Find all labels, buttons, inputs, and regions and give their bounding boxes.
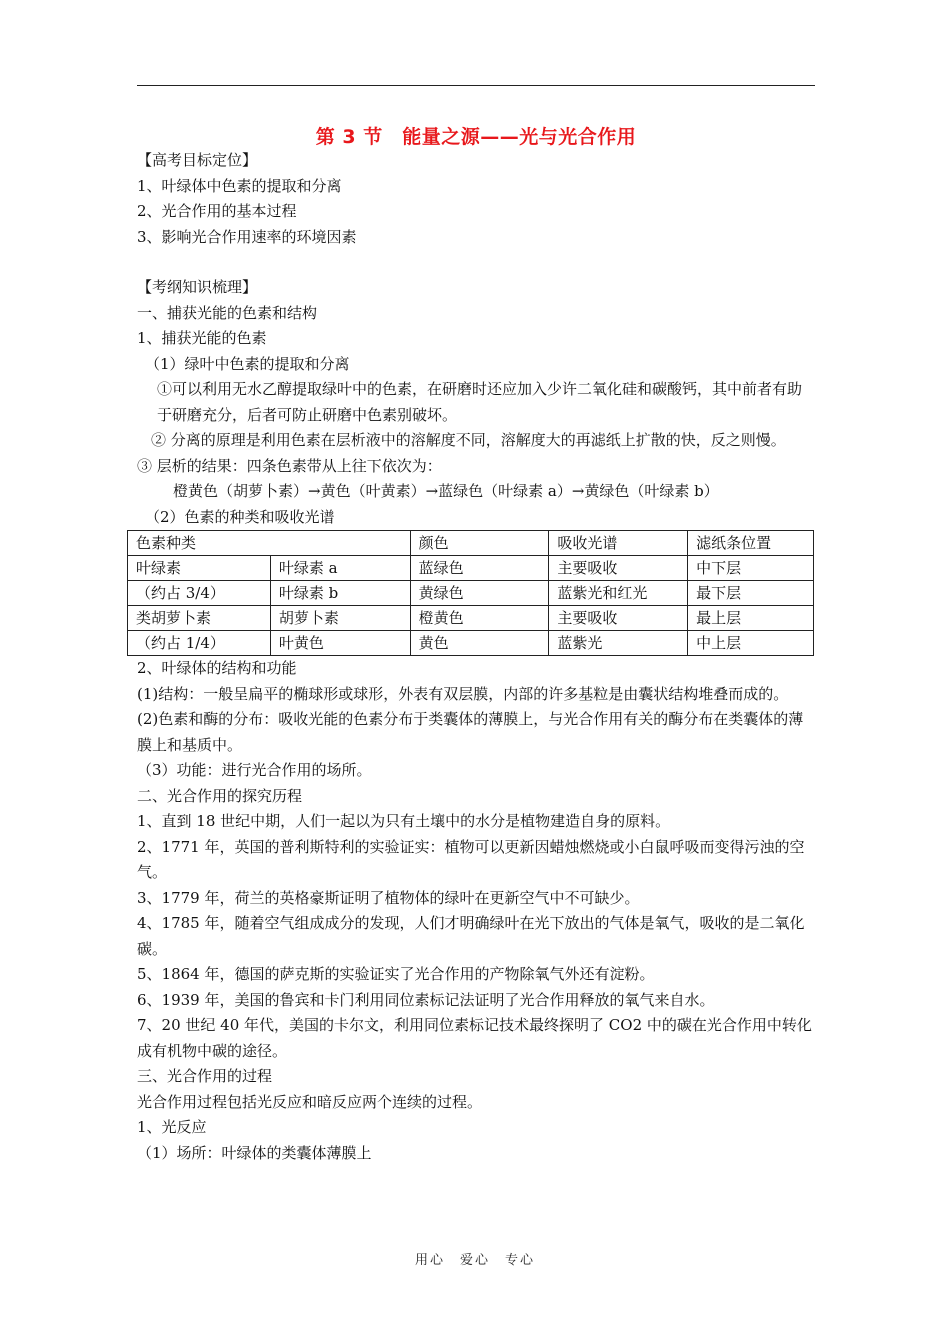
table-cell: 黄色 xyxy=(410,631,549,656)
table-cell: 最上层 xyxy=(688,606,814,631)
history-item: 4、1785 年，随着空气组成成分的发现，人们才明确绿叶在光下放出的气体是氧气，吸收的是二氧化碳。 xyxy=(137,914,805,958)
table-cell: 黄绿色 xyxy=(410,581,549,606)
heading-level3: （1）绿叶中色素的提取和分离 xyxy=(145,354,350,373)
history-item: 3、1779 年，荷兰的英格豪斯证明了植物体的绿叶在更新空气中不可缺少。 xyxy=(137,888,640,907)
page-footer: 用心 爱心 专心 xyxy=(414,1253,535,1268)
table-cell: 中下层 xyxy=(688,556,814,581)
section-title: 第 3 节 能量之源——光与光合作用 xyxy=(315,126,637,148)
paragraph: ② 分离的原理是利用色素在层析液中的溶解度不同，溶解度大的再滤纸上扩散的快，反之则慢。 xyxy=(151,431,786,449)
table-row xyxy=(128,556,814,581)
table-header: 色素种类 xyxy=(128,531,411,556)
table-cell: 叶绿素 b xyxy=(270,581,410,606)
table-cell: 蓝绿色 xyxy=(410,556,549,581)
heading-level2: 2、叶绿体的结构和功能 xyxy=(137,659,297,677)
goal-item: 1、叶绿体中色素的提取和分离 xyxy=(137,176,342,195)
paragraph: (2)色素和酶的分布：吸收光能的色素分布于类囊体的薄膜上，与光合作用有关的酶分布在类囊体的薄膜上和基质中。 xyxy=(137,710,804,754)
goal-item: 2、光合作用的基本过程 xyxy=(137,202,297,220)
history-item: 5、1864 年，德国的萨克斯的实验证实了光合作用的产物除氧气外还有淀粉。 xyxy=(137,965,655,983)
table-row xyxy=(128,581,814,606)
table-cell: 类胡萝卜素 xyxy=(128,606,271,631)
header-rule xyxy=(137,85,815,86)
outline-heading: 【考纲知识梳理】 xyxy=(137,278,258,296)
paragraph: ③ 层析的结果：四条色素带从上往下依次为： xyxy=(137,456,442,475)
heading-level2: 1、光反应 xyxy=(137,1118,207,1136)
pigment-order: 橙黄色（胡萝卜素）→黄色（叶黄素）→蓝绿色（叶绿素 a）→黄绿色（叶绿素 b） xyxy=(173,482,719,500)
history-item: 7、20 世纪 40 年代，美国的卡尔文，利用同位素标记技术最终探明了 CO2 中的碳在光合作用中转化成有机物中碳的途径。 xyxy=(137,1016,812,1060)
goal-item: 3、影响光合作用速率的环境因素 xyxy=(137,227,357,246)
table-cell: 最下层 xyxy=(688,581,814,606)
table-cell: 蓝紫光 xyxy=(549,631,688,656)
table-cell: 主要吸收 xyxy=(549,556,688,581)
paragraph: 光合作用过程包括光反应和暗反应两个连续的过程。 xyxy=(137,1092,483,1111)
history-item: 6、1939 年，美国的鲁宾和卡门利用同位素标记法证明了光合作用释放的氧气来自水。 xyxy=(137,990,715,1009)
goals-heading: 【高考目标定位】 xyxy=(137,151,258,169)
heading-level1: 二、光合作用的探究历程 xyxy=(137,786,303,805)
table-cell: 叶绿素 xyxy=(128,556,271,581)
table-cell: 蓝紫光和红光 xyxy=(549,581,688,606)
table-cell: 叶黄色 xyxy=(270,631,410,656)
table-header-row xyxy=(128,531,814,556)
table-cell: 胡萝卜素 xyxy=(270,606,410,631)
table-cell: 橙黄色 xyxy=(410,606,549,631)
table-header: 颜色 xyxy=(410,531,549,556)
spacer xyxy=(137,250,815,275)
table-cell: （约占 1/4） xyxy=(128,631,271,656)
history-item: 2、1771 年，英国的普利斯特利的实验证实：植物可以更新因蜡烛燃烧或小白鼠呼吸而变得污浊的空气。 xyxy=(137,837,805,881)
history-item: 1、直到 18 世纪中期，人们一起以为只有土壤中的水分是植物建造自身的原料。 xyxy=(137,812,671,830)
heading-level2: 1、捕获光能的色素 xyxy=(137,329,267,347)
paragraph: ①可以利用无水乙醇提取绿叶中的色素，在研磨时还应加入少许二氧化硅和碳酸钙，其中前者有助于研磨充分，后者可防止研磨中色素别破坏。 xyxy=(157,380,803,424)
table-cell: 叶绿素 a xyxy=(270,556,410,581)
table-header: 吸收光谱 xyxy=(549,531,688,556)
heading-level3: （2）色素的种类和吸收光谱 xyxy=(145,507,335,526)
document-body xyxy=(137,148,815,1166)
heading-level1: 三、光合作用的过程 xyxy=(137,1067,273,1085)
table-cell: 中上层 xyxy=(688,631,814,656)
table-row xyxy=(128,631,814,656)
paragraph: （1）场所：叶绿体的类囊体薄膜上 xyxy=(137,1143,372,1162)
paragraph: （3）功能：进行光合作用的场所。 xyxy=(137,761,372,779)
table-row xyxy=(128,606,814,631)
table-cell: 主要吸收 xyxy=(549,606,688,631)
table-header: 滤纸条位置 xyxy=(688,531,814,556)
heading-level1: 一、捕获光能的色素和结构 xyxy=(137,303,318,322)
table-cell: （约占 3/4） xyxy=(128,581,271,606)
paragraph: (1)结构：一般呈扁平的椭球形或球形，外表有双层膜，内部的许多基粒是由囊状结构堆叠而成的。 xyxy=(137,684,789,703)
pigment-table xyxy=(127,530,814,656)
